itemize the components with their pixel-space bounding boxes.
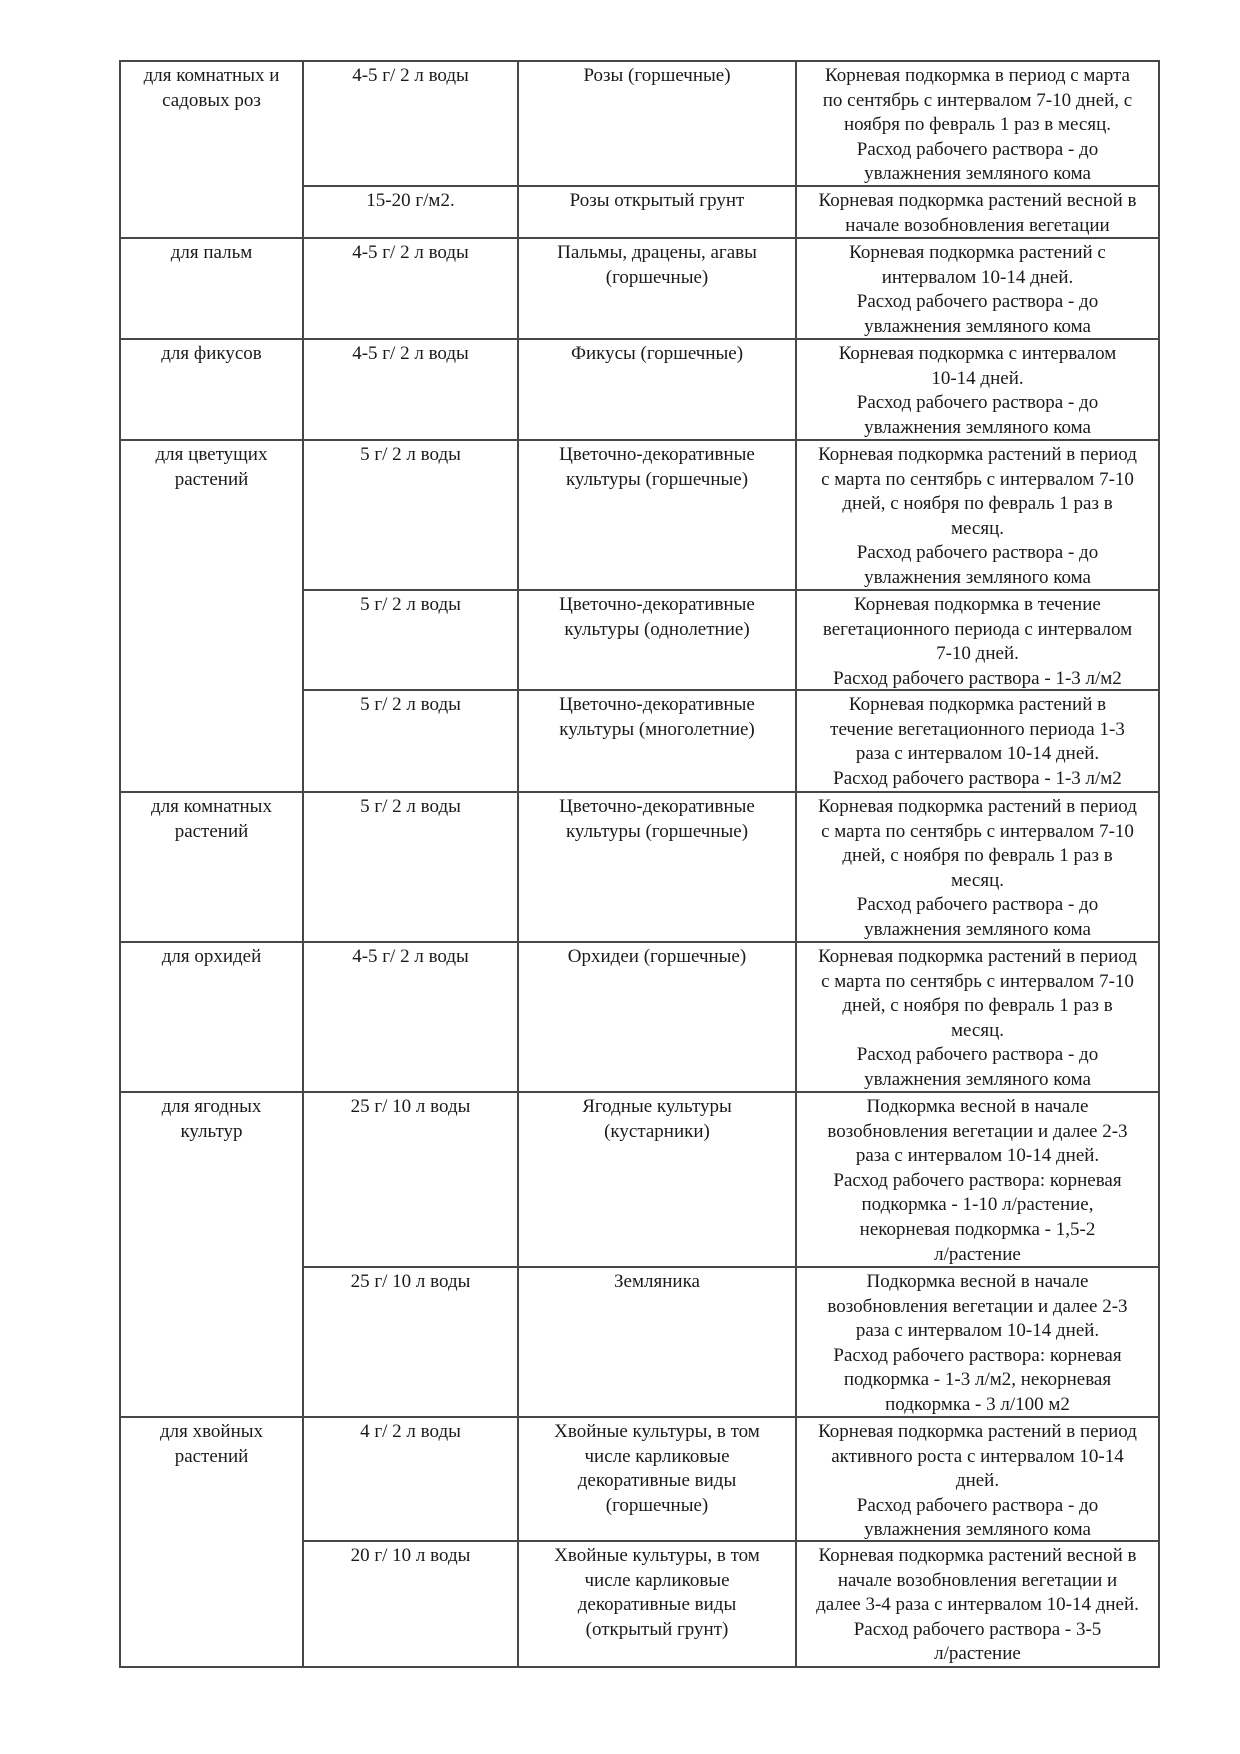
method-cell: Корневая подкормка растений в период с марта по сентябрь с интервалом 7-10 дней, с ноября по февраль 1 раз в месяц. Расход рабочего раствора - до увлажнения земляного кома [795, 941, 1160, 1093]
crop-cell: Ягодные культуры (кустарники) [517, 1091, 797, 1268]
method-cell: Подкормка весной в начале возобновления вегетации и далее 2-3 раза с интервалом 10-14 дней. Расход рабочего раствора: корневая подкормка - 1-3 л/м2, некорневая подкормка - 3 л/100 м2 [795, 1266, 1160, 1418]
dose-cell: 25 г/ 10 л воды [302, 1091, 519, 1268]
dose-cell: 4-5 г/ 2 л воды [302, 60, 519, 187]
category-cell: для ягодных культур [119, 1091, 304, 1418]
dose-cell: 25 г/ 10 л воды [302, 1266, 519, 1418]
dose-cell: 4 г/ 2 л воды [302, 1416, 519, 1542]
crop-cell: Хвойные культуры, в том числе карликовые декоративные виды (открытый грунт) [517, 1540, 797, 1668]
dose-cell: 4-5 г/ 2 л воды [302, 941, 519, 1093]
method-cell: Корневая подкормка растений в период с марта по сентябрь с интервалом 7-10 дней, с ноября по февраль 1 раз в месяц. Расход рабочего раствора - до увлажнения земляного кома [795, 791, 1160, 943]
dose-cell: 4-5 г/ 2 л воды [302, 338, 519, 441]
dose-cell: 5 г/ 2 л воды [302, 439, 519, 591]
method-cell: Подкормка весной в начале возобновления вегетации и далее 2-3 раза с интервалом 10-14 дней. Расход рабочего раствора: корневая подкормка - 1-10 л/растение, некорневая подкормка - 1,5-2 л/растение [795, 1091, 1160, 1268]
crop-cell: Фикусы (горшечные) [517, 338, 797, 441]
dose-cell: 20 г/ 10 л воды [302, 1540, 519, 1668]
method-cell: Корневая подкормка растений в период с марта по сентябрь с интервалом 7-10 дней, с ноября по февраль 1 раз в месяц. Расход рабочего раствора - до увлажнения земляного кома [795, 439, 1160, 591]
method-cell: Корневая подкормка растений весной в начале возобновления вегетации [795, 185, 1160, 239]
category-cell: для хвойных растений [119, 1416, 304, 1668]
crop-cell: Цветочно-декоративные культуры (однолетние) [517, 589, 797, 691]
crop-cell: Цветочно-декоративные культуры (горшечные) [517, 791, 797, 943]
dose-cell: 4-5 г/ 2 л воды [302, 237, 519, 340]
crop-cell: Хвойные культуры, в том числе карликовые декоративные виды (горшечные) [517, 1416, 797, 1542]
category-cell: для цветущих растений [119, 439, 304, 793]
method-cell: Корневая подкормка растений в период активного роста с интервалом 10-14 дней. Расход рабочего раствора - до увлажнения земляного кома [795, 1416, 1160, 1542]
crop-cell: Цветочно-декоративные культуры (многолетние) [517, 689, 797, 793]
method-cell: Корневая подкормка растений в течение вегетационного периода 1-3 раза с интервалом 10-14 дней. Расход рабочего раствора - 1-3 л/м2 [795, 689, 1160, 793]
dose-cell: 5 г/ 2 л воды [302, 589, 519, 691]
dose-cell: 15-20 г/м2. [302, 185, 519, 239]
category-cell: для фикусов [119, 338, 304, 441]
method-cell: Корневая подкормка с интервалом 10-14 дней. Расход рабочего раствора - до увлажнения земляного кома [795, 338, 1160, 441]
crop-cell: Пальмы, драцены, агавы (горшечные) [517, 237, 797, 340]
crop-cell: Орхидеи (горшечные) [517, 941, 797, 1093]
method-cell: Корневая подкормка в период с марта по сентябрь с интервалом 7-10 дней, с ноября по февраль 1 раз в месяц. Расход рабочего раствора - до увлажнения земляного кома [795, 60, 1160, 187]
category-cell: для комнатных и садовых роз [119, 60, 304, 239]
method-cell: Корневая подкормка растений весной в начале возобновления вегетации и далее 3-4 раза с интервалом 10-14 дней. Расход рабочего раствора - 3-5 л/растение [795, 1540, 1160, 1668]
dose-cell: 5 г/ 2 л воды [302, 791, 519, 943]
crop-cell: Розы (горшечные) [517, 60, 797, 187]
crop-cell: Розы открытый грунт [517, 185, 797, 239]
method-cell: Корневая подкормка в течение вегетационного периода с интервалом 7-10 дней. Расход рабочего раствора - 1-3 л/м2 [795, 589, 1160, 691]
crop-cell: Цветочно-декоративные культуры (горшечные) [517, 439, 797, 591]
dose-cell: 5 г/ 2 л воды [302, 689, 519, 793]
category-cell: для пальм [119, 237, 304, 340]
category-cell: для орхидей [119, 941, 304, 1093]
crop-cell: Земляника [517, 1266, 797, 1418]
method-cell: Корневая подкормка растений с интервалом 10-14 дней. Расход рабочего раствора - до увлажнения земляного кома [795, 237, 1160, 340]
category-cell: для комнатных растений [119, 791, 304, 943]
